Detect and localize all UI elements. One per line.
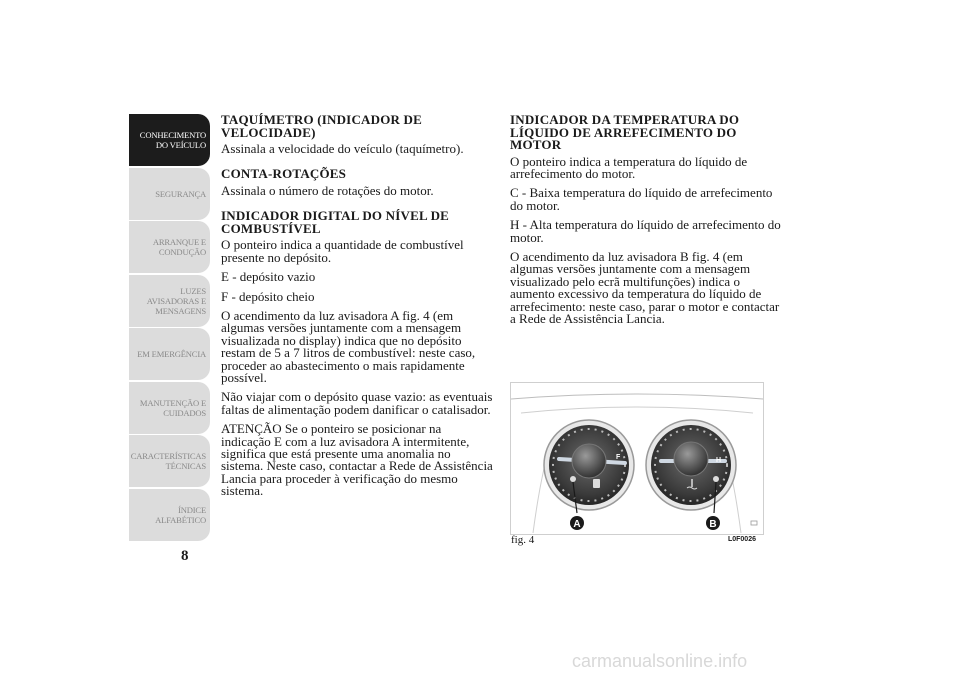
- callout-a-label: A: [573, 519, 581, 530]
- warning-light-b: [713, 476, 719, 482]
- tab-label: LUZES AVISADORAS E MENSAGENS: [146, 285, 206, 316]
- tab-arranque-e-conducao[interactable]: [129, 221, 210, 273]
- figure-frame: [510, 382, 764, 535]
- fuel-text-full: F - depósito cheio: [221, 288, 315, 304]
- rev-counter-text: Assinala o número de rotações do motor.: [221, 182, 434, 198]
- left-column: [221, 114, 493, 505]
- figure-code: L0F0026: [727, 536, 756, 543]
- figure-caption: fig. 4: [511, 534, 535, 546]
- temperature-text-high: H - Alta temperatura do líquido de arrefecimento do motor.: [510, 217, 781, 245]
- tab-label: ARRANQUE E CONDUÇÃO: [152, 237, 206, 257]
- tab-label: CONHECIMENTO DO VEÍCULO: [139, 130, 206, 150]
- figure-4: [510, 382, 762, 550]
- gauge-letter-f: F: [616, 454, 621, 461]
- fuel-gauge-heading: INDICADOR DIGITAL DO NÍVEL DE COMBUSTÍVEL: [221, 208, 450, 236]
- rev-counter-heading: CONTA-ROTAÇÕES: [221, 166, 347, 182]
- speedometer-text: Assinala a velocidade do veículo (taquímetro).: [221, 141, 464, 156]
- tab-manutencao-e-cuidados[interactable]: [129, 382, 210, 434]
- temperature-text-warning: O acendimento da luz avisadora B fig. 4 (em algumas versões juntamente com a mensagem visualizado pelo ecrã multifunções) indica o aumento excessivo da temperatura do líquido de arrefecimento: neste caso, parar o motor e contactar a Rede de Assistência Lancia.: [510, 248, 780, 326]
- tab-conhecimento-do-veiculo[interactable]: [129, 114, 210, 166]
- temperature-text-low: C - Baixa temperatura do líquido de arrefecimento do motor.: [510, 185, 773, 213]
- fuel-text-catalyst: Não viajar com o depósito quase vazio: as eventuais faltas de alimentação podem danificar o catalisador.: [221, 389, 493, 417]
- temperature-gauge: [646, 420, 736, 513]
- callout-b-label: B: [709, 519, 717, 530]
- fuel-gauge: [544, 420, 634, 513]
- gauge-letter-h: H: [716, 457, 722, 464]
- right-column: [510, 114, 782, 332]
- tab-label: EM EMERGÊNCIA: [137, 349, 206, 359]
- fuel-text-empty: E - depósito vazio: [221, 269, 316, 285]
- chapter-sidebar: [129, 114, 210, 542]
- speedometer-heading: TAQUÍMETRO (INDICADOR DE VELOCIDADE): [221, 112, 423, 140]
- watermark: carmanualsonline.info: [572, 651, 748, 671]
- tab-seguranca[interactable]: [129, 168, 210, 220]
- gauges-illustration: [511, 383, 763, 534]
- temperature-text-intro: O ponteiro indica a temperatura do líquido de arrefecimento do motor.: [510, 153, 748, 181]
- tab-luzes-avisadoras[interactable]: [129, 275, 210, 327]
- tab-em-emergencia[interactable]: [129, 328, 210, 380]
- tab-label: SEGURANÇA: [155, 188, 206, 199]
- tab-label: CARACTERÍSTICAS TÉCNICAS: [130, 451, 206, 471]
- fuel-pump-icon: [593, 479, 600, 488]
- tab-label: MANUTENÇÃO E CUIDADOS: [139, 397, 206, 418]
- warning-light-a: [570, 476, 576, 482]
- tab-label: ÍNDICE ALFABÉTICO: [155, 504, 206, 525]
- page-number: 8: [181, 548, 189, 564]
- fuel-text-intro: O ponteiro indica a quantidade de combustível presente no depósito.: [221, 237, 464, 265]
- temperature-heading: INDICADOR DA TEMPERATURA DO LÍQUIDO DE ARREFECIMENTO DO MOTOR: [510, 112, 740, 152]
- tab-caracteristicas-tecnicas[interactable]: [129, 435, 210, 487]
- tab-indice-alfabetico[interactable]: [129, 489, 210, 541]
- fuel-text-attention: ATENÇÃO Se o ponteiro se posicionar na indicação E com a luz avisadora A intermitente, significa que está presente uma anomalia no sistema. Neste caso, contactar a Rede de Assistência Lancia para proceder à verificação do mesmo sistema.: [221, 421, 493, 499]
- fuel-text-warning: O acendimento da luz avisadora A fig. 4 (em algumas versões juntamente com a mensagem visualizada no display) indica que no depósito restam de 5 a 7 litros de combustível: neste caso, proceder ao abastecimento o mais rapidamente possível.: [221, 307, 476, 385]
